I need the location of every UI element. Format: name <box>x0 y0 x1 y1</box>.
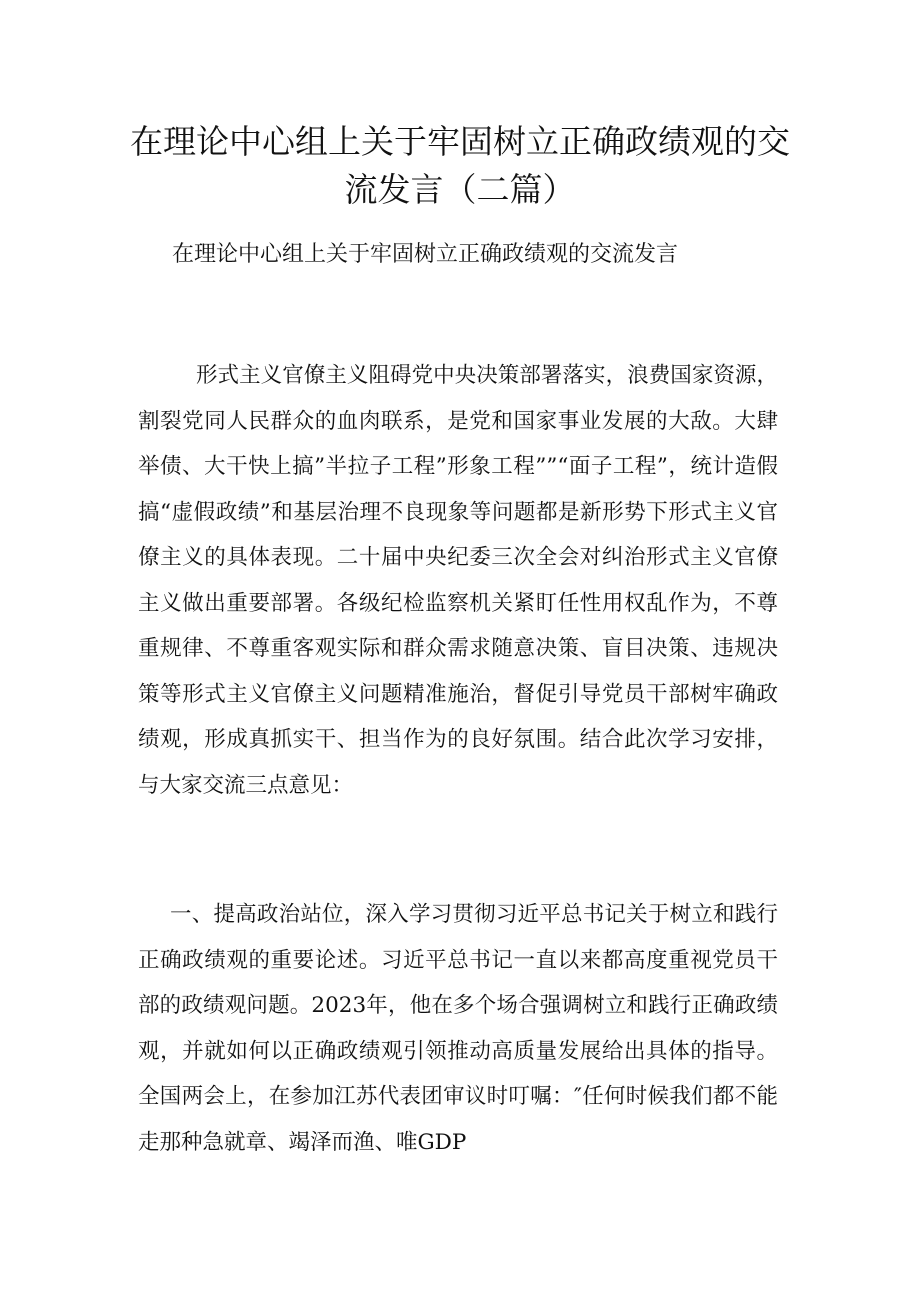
document-title: 在理论中心组上关于牢固树立正确政绩观的交流发言（二篇） <box>130 122 790 209</box>
paragraph-point-one: 一、提高政治站位，深入学习贯彻习近平总书记关于树立和践行正确政绩观的重要论述。习近平总书记一直以来都高度重视党员干部的政绩观问题。2023年，他在多个场合强调树立和践行正确政绩观，并就如何以正确政绩观引领推动高质量发展给出具体的指导。全国两会上，在参加江苏代表团审议时叮嘱：″任何时候我们都不能走那种急就章、竭泽而渔、唯GDP <box>138 902 778 1155</box>
document-subtitle: 在理论中心组上关于牢固树立正确政绩观的交流发言 <box>172 242 679 267</box>
paragraph-intro: 形式主义官僚主义阻碍党中央决策部署落实，浪费国家资源，割裂党同人民群众的血肉联系，是党和国家事业发展的大敌。大肆举债、大干快上搞”半拉子工程”形象工程””“面子工程”，统计造假搞“虚假政绩”和基层治理不良现象等问题都是新形势下形式主义官僚主义的具体表现。二十届中央纪委三次全会对纠治形式主义官僚主义做出重要部署。各级纪检监察机关紧盯任性用权乱作为，不尊重规律、不尊重客观实际和群众需求随意决策、盲目决策、违规决策等形式主义官僚主义问题精准施治，督促引导党员干部树牢确政绩观，形成真抓实干、担当作为的良好氛围。结合此次学习安排，与大家交流三点意见： <box>138 363 778 798</box>
